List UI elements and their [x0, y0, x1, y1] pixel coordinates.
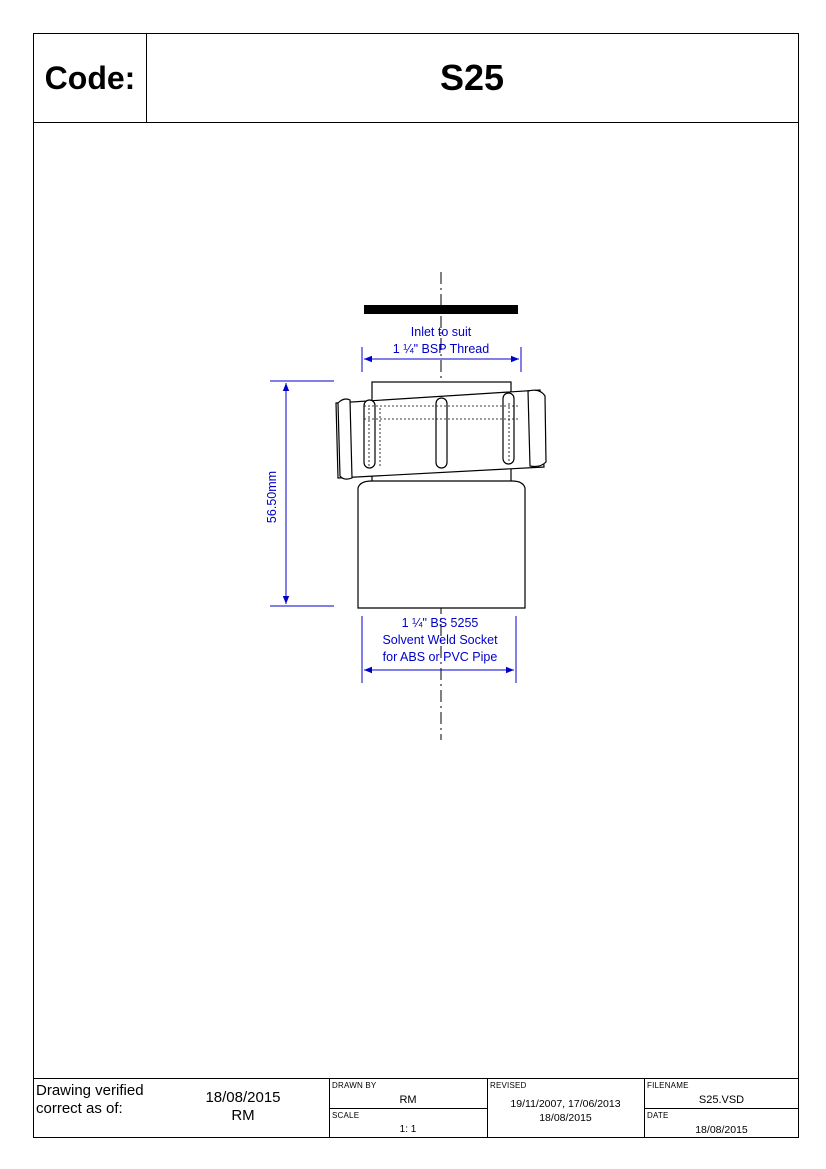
date-value: 18/08/2015: [695, 1124, 748, 1136]
revised-dates-line2: 18/08/2015: [539, 1112, 592, 1124]
socket-label-line2: Solvent Weld Socket: [382, 633, 498, 647]
drawn-by-label: DRAWN BY: [332, 1081, 377, 1090]
verified-label: Drawing verified correct as of:: [36, 1082, 144, 1117]
socket-label-line1: 1 ¼" BS 5255: [401, 616, 479, 630]
filename-value: S25.VSD: [698, 1094, 745, 1106]
code-label: Code:: [44, 59, 136, 96]
height-dimension: [270, 381, 334, 606]
inlet-label-line1: Inlet to suit: [410, 325, 472, 339]
verified-details: [183, 1089, 303, 1125]
drawn-by-value: RM: [399, 1094, 417, 1106]
threaded-nut: [336, 382, 546, 482]
date-label: DATE: [647, 1111, 669, 1120]
title-block: [33, 1078, 799, 1138]
filename-label: FILENAME: [647, 1081, 689, 1090]
socket-label-line3: for ABS or PVC Pipe: [382, 650, 498, 664]
socket-body: [358, 481, 525, 608]
scale-label: SCALE: [332, 1111, 360, 1120]
verified-by: RM: [231, 1107, 255, 1124]
product-code: S25: [439, 57, 505, 98]
revised-dates-line1: 19/11/2007, 17/06/2013: [510, 1098, 621, 1110]
revised-label: REVISED: [490, 1081, 527, 1090]
scale-value: 1: 1: [399, 1124, 417, 1135]
inlet-label-line2: 1 ¼" BSP Thread: [392, 342, 490, 356]
inlet-bar: [364, 305, 518, 314]
height-label: 56.50mm: [265, 470, 279, 524]
verified-date: 18/08/2015: [205, 1089, 281, 1106]
